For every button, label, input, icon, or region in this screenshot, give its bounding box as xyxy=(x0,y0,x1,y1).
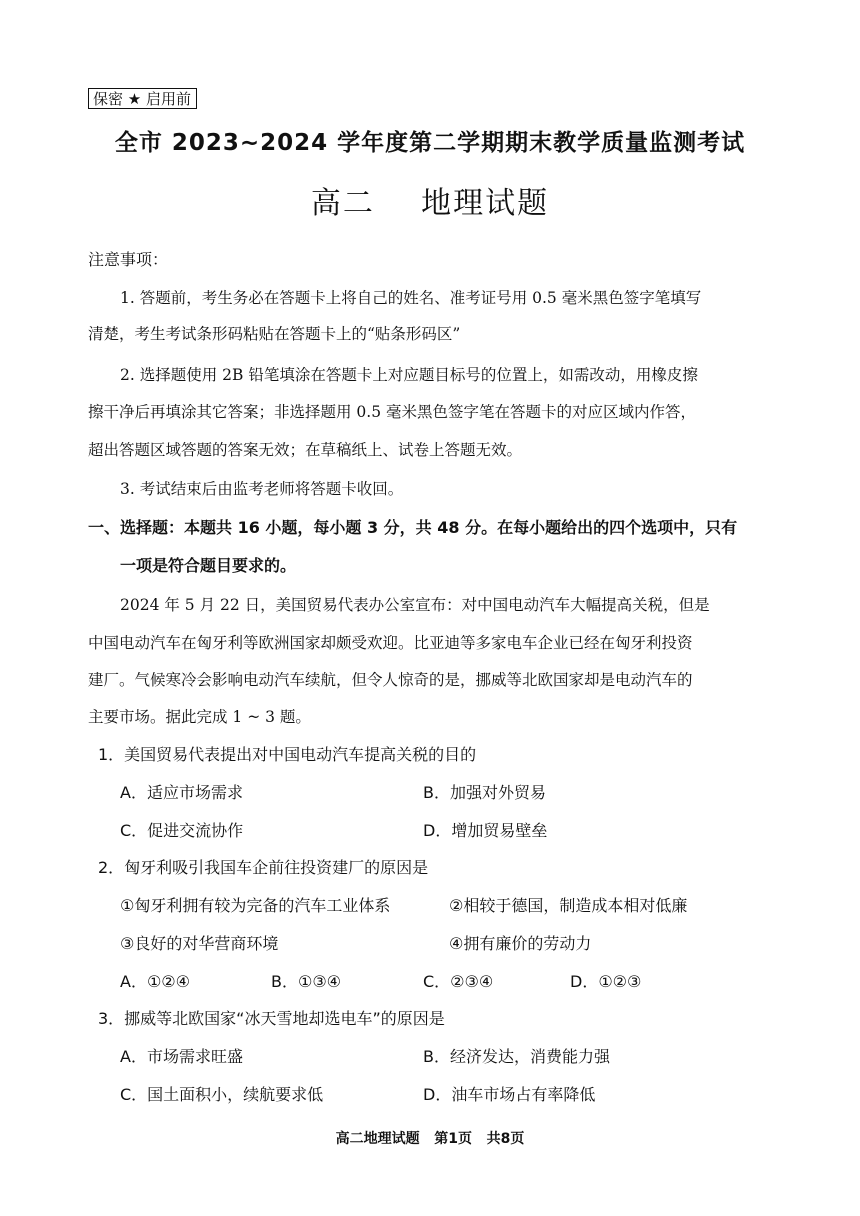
note-line: 1. 答题前，考生务必在答题卡上将自己的姓名、准考证号用 0.5 毫米黑色签字笔填写 xyxy=(120,289,702,307)
page-footer: 高二地理试题 第1页 共8页 xyxy=(335,1131,525,1147)
q2-statement-3: ③良好的对华营商环境 xyxy=(120,934,279,953)
passage-line: 2024 年 5 月 22 日，美国贸易代表办公室宣布：对中国电动汽车大幅提高关税，但是 xyxy=(120,596,710,614)
q3-option-a[interactable]: A．市场需求旺盛 xyxy=(120,1047,243,1066)
question-3-stem: 3．挪威等北欧国家“冰天雪地却选电车”的原因是 xyxy=(98,1009,445,1028)
q1-option-d[interactable]: D．增加贸易壁垒 xyxy=(423,821,548,840)
exam-subtitle: 高二 地理试题 xyxy=(310,186,550,221)
section-heading-cont: 一项是符合题目要求的。 xyxy=(120,556,297,575)
q2-option-b[interactable]: B．①③④ xyxy=(271,972,342,991)
q2-option-a[interactable]: A．①②④ xyxy=(120,972,190,991)
confidential-stamp: 保密 ★ 启用前 xyxy=(88,88,197,109)
q1-option-a[interactable]: A．适应市场需求 xyxy=(120,783,243,802)
question-2-stem: 2．匈牙利吸引我国车企前往投资建厂的原因是 xyxy=(98,858,429,877)
question-1-stem: 1．美国贸易代表提出对中国电动汽车提高关税的目的 xyxy=(98,745,477,764)
q3-option-c[interactable]: C．国土面积小，续航要求低 xyxy=(120,1085,324,1104)
section-heading: 一、选择题：本题共 16 小题，每小题 3 分，共 48 分。在每小题给出的四个选项中，只有 xyxy=(88,518,738,537)
exam-title: 全市 2023~2024 学年度第二学期期末教学质量监测考试 xyxy=(114,130,746,156)
q2-option-c[interactable]: C．②③④ xyxy=(423,972,494,991)
notes-heading: 注意事项： xyxy=(88,250,169,269)
note-line: 3. 考试结束后由监考老师将答题卡收回。 xyxy=(120,480,404,498)
note-line: 擦干净后再填涂其它答案；非选择题用 0.5 毫米黑色签字笔在答题卡的对应区域内作答， xyxy=(88,403,697,421)
q2-statement-2: ②相较于德国，制造成本相对低廉 xyxy=(449,896,688,915)
q3-option-d[interactable]: D．油车市场占有率降低 xyxy=(423,1085,596,1104)
q2-statement-4: ④拥有廉价的劳动力 xyxy=(449,934,592,953)
q1-option-b[interactable]: B．加强对外贸易 xyxy=(423,783,546,802)
passage-line: 建厂。气候寒冷会影响电动汽车续航，但令人惊奇的是，挪威等北欧国家却是电动汽车的 xyxy=(88,671,693,689)
q2-statement-1: ①匈牙利拥有较为完备的汽车工业体系 xyxy=(120,896,391,915)
passage-line: 中国电动汽车在匈牙利等欧洲国家却颇受欢迎。比亚迪等多家电车企业已经在匈牙利投资 xyxy=(88,634,693,652)
note-line: 2. 选择题使用 2B 铅笔填涂在答题卡上对应题目标号的位置上，如需改动，用橡皮擦 xyxy=(120,366,698,384)
passage-line: 主要市场。据此完成 1 ~ 3 题。 xyxy=(88,708,311,726)
q1-option-c[interactable]: C．促进交流协作 xyxy=(120,821,244,840)
q3-option-b[interactable]: B．经济发达，消费能力强 xyxy=(423,1047,610,1066)
note-line: 清楚，考生考试条形码粘贴在答题卡上的“贴条形码区” xyxy=(88,325,461,343)
q2-option-d[interactable]: D．①②③ xyxy=(570,972,642,991)
note-line: 超出答题区域答题的答案无效；在草稿纸上、试卷上答题无效。 xyxy=(88,441,523,459)
